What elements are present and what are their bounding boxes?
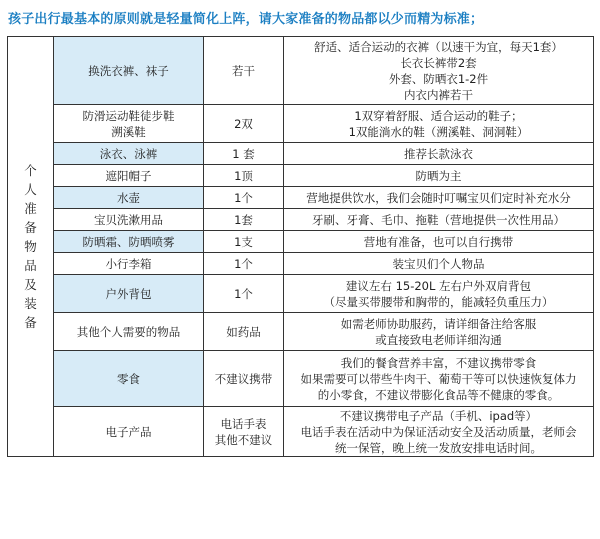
- item-cell-line: 防滑运动鞋徒步鞋: [82, 108, 175, 123]
- note-cell-line: 舒适、适合运动的衣裤（以速干为宜，每天1套）: [314, 39, 563, 54]
- item-cell: [54, 231, 204, 253]
- quantity-cell-line: 1支: [234, 234, 253, 249]
- note-cell-line: 营地有准备，也可以自行携带: [363, 234, 514, 249]
- note-cell-line: 不建议携带电子产品（手机、ipad等）: [339, 408, 538, 423]
- note-cell-line: 电话手表在活动中为保证活动安全及活动质量，老师会: [300, 424, 577, 439]
- note-cell: [284, 209, 594, 231]
- quantity-cell-line: 2双: [234, 116, 253, 131]
- table-row: [8, 209, 594, 231]
- quantity-cell: [204, 253, 284, 275]
- table-row: [8, 313, 594, 351]
- table-row: [8, 105, 594, 143]
- note-cell-line: 长衣长裤带2套: [400, 55, 477, 70]
- category-char: 备: [24, 315, 37, 330]
- item-cell: [54, 253, 204, 275]
- quantity-cell: [204, 275, 284, 313]
- item-cell-line: 其他个人需要的物品: [76, 324, 181, 339]
- note-cell-line: 统一保管，晚上统一发放安排电话时间。: [335, 440, 542, 455]
- item-cell-line: 零食: [117, 371, 140, 386]
- note-cell-line: 外套、防晒衣1-2件: [388, 71, 489, 86]
- category-char: 及: [24, 277, 37, 292]
- quantity-cell-line: 1个: [234, 190, 253, 205]
- quantity-cell: [204, 407, 284, 457]
- quantity-cell-line: 1套: [234, 212, 253, 227]
- item-cell-line: 户外背包: [105, 286, 152, 301]
- category-char: 装: [24, 296, 37, 311]
- quantity-cell-line: 1 套: [232, 146, 255, 161]
- quantity-cell-line: 不建议携带: [214, 371, 273, 386]
- note-cell: [284, 105, 594, 143]
- page-heading: 孩子出行最基本的原则就是轻量简化上阵，请大家准备的物品都以少而精为标准；: [8, 12, 484, 27]
- item-cell-line: 宝贝洗漱用品: [94, 212, 163, 227]
- quantity-cell: [204, 187, 284, 209]
- category-char: 品: [24, 258, 37, 273]
- quantity-cell: [204, 351, 284, 407]
- item-cell-line: 换洗衣裤、袜子: [88, 63, 169, 78]
- item-cell: [54, 209, 204, 231]
- note-cell-line: 如果需要可以带些牛肉干、葡萄干等可以快速恢复体力: [300, 371, 577, 386]
- packing-list-table: [7, 36, 594, 457]
- table-row: [8, 253, 594, 275]
- quantity-cell: [204, 209, 284, 231]
- category-char: 人: [24, 182, 37, 197]
- quantity-cell: [204, 37, 284, 105]
- category-char: 准: [24, 201, 37, 216]
- category-char: 物: [24, 239, 37, 254]
- quantity-cell-line: 电话手表: [220, 416, 267, 431]
- quantity-cell-line: 1顶: [234, 168, 253, 183]
- quantity-cell-line: 1个: [234, 256, 253, 271]
- item-cell: [54, 407, 204, 457]
- table-row: [8, 275, 594, 313]
- note-cell-line: 如需老师协助服药，请详细备注给客服: [340, 316, 537, 331]
- quantity-cell: [204, 313, 284, 351]
- note-cell-line: 1双能淌水的鞋（溯溪鞋、洞洞鞋）: [348, 124, 529, 139]
- quantity-cell: [204, 105, 284, 143]
- table-row: [8, 187, 594, 209]
- table-row: [8, 37, 594, 105]
- quantity-cell-line: 若干: [232, 63, 255, 78]
- quantity-cell-line: 其他不建议: [214, 432, 273, 447]
- note-cell: [284, 187, 594, 209]
- note-cell: [284, 253, 594, 275]
- quantity-cell: [204, 231, 284, 253]
- quantity-cell: [204, 143, 284, 165]
- item-cell: [54, 313, 204, 351]
- note-cell-line: （尽量买带腰带和胸带的，能减轻负重压力）: [323, 294, 554, 309]
- note-cell: [284, 231, 594, 253]
- quantity-cell-line: 如药品: [226, 324, 261, 339]
- item-cell-line: 泳衣、泳裤: [99, 146, 158, 161]
- table-row: [8, 231, 594, 253]
- item-cell: [54, 143, 204, 165]
- note-cell: [284, 37, 594, 105]
- item-cell-line: 小行李箱: [105, 256, 152, 271]
- note-cell-line: 装宝贝们个人物品: [392, 256, 485, 271]
- table-row: [8, 165, 594, 187]
- quantity-cell: [204, 165, 284, 187]
- note-cell-line: 推荐长款泳衣: [404, 146, 473, 161]
- item-cell: [54, 351, 204, 407]
- note-cell-line: 营地提供饮水，我们会随时叮嘱宝贝们定时补充水分: [306, 190, 571, 205]
- quantity-cell-line: 1个: [234, 286, 253, 301]
- table-row: [8, 351, 594, 407]
- note-cell-line: 牙刷、牙膏、毛巾、拖鞋（营地提供一次性用品）: [312, 212, 565, 227]
- note-cell-line: 内衣内裤若干: [404, 87, 473, 102]
- note-cell-line: 防晒为主: [415, 168, 462, 183]
- item-cell: [54, 105, 204, 143]
- item-cell: [54, 37, 204, 105]
- item-cell-line: 遮阳帽子: [105, 168, 152, 183]
- category-cell: [8, 37, 54, 457]
- note-cell-line: 1双穿着舒服、适合运动的鞋子；: [354, 108, 523, 123]
- note-cell: [284, 275, 594, 313]
- note-cell-line: 的小零食，不建议带膨化食品等不健康的零食。: [317, 387, 560, 402]
- note-cell: [284, 165, 594, 187]
- note-cell-line: 我们的餐食营养丰富，不建议携带零食: [340, 355, 537, 370]
- item-cell-line: 防晒霜、防晒喷雾: [82, 234, 175, 249]
- table-row: [8, 407, 594, 457]
- item-cell: [54, 275, 204, 313]
- note-cell-line: 或直接致电老师详细沟通: [375, 332, 502, 347]
- category-char: 个: [24, 163, 37, 178]
- item-cell-line: 水壶: [117, 190, 140, 205]
- item-cell-line: 溯溪鞋: [111, 124, 146, 139]
- note-cell-line: 建议左右 15-20L 左右户外双肩背包: [345, 278, 532, 293]
- item-cell: [54, 165, 204, 187]
- item-cell-line: 电子产品: [105, 424, 152, 439]
- note-cell: [284, 143, 594, 165]
- category-char: 备: [24, 220, 37, 235]
- item-cell: [54, 187, 204, 209]
- note-cell: [284, 407, 594, 457]
- note-cell: [284, 351, 594, 407]
- note-cell: [284, 313, 594, 351]
- table-row: [8, 143, 594, 165]
